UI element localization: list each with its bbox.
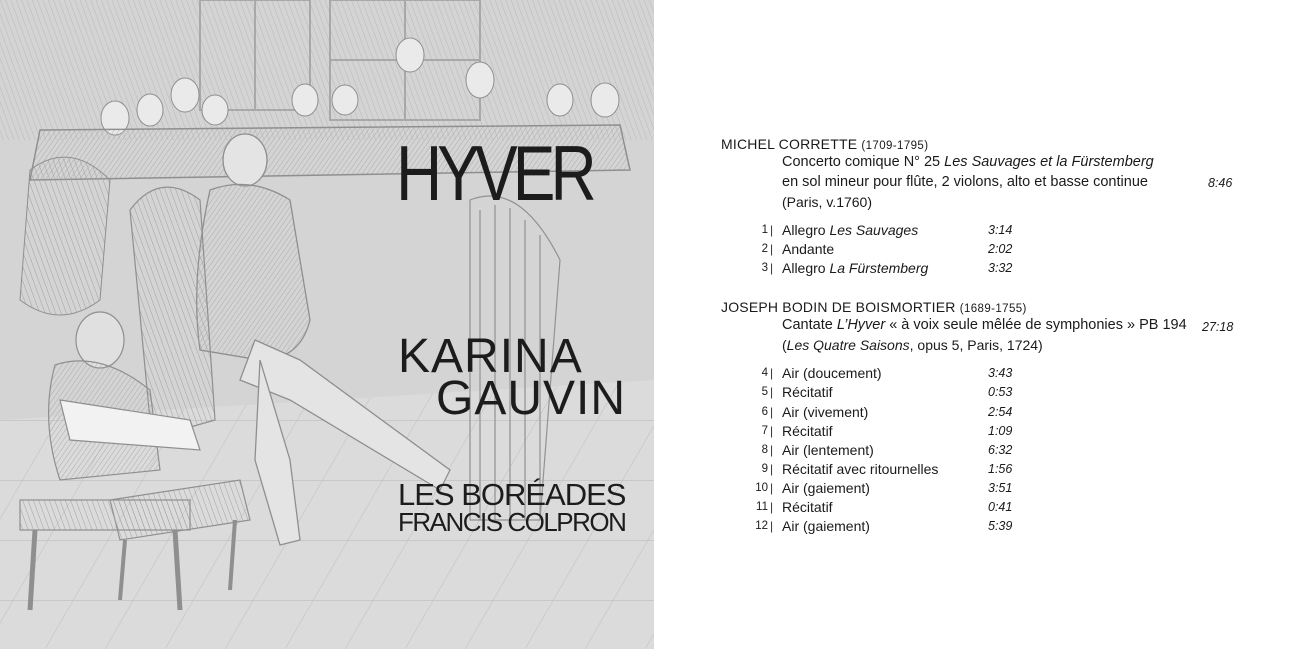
track-title-text: Allegro bbox=[782, 260, 830, 276]
separator: | bbox=[770, 385, 774, 399]
work-note: (Paris, v.1760) bbox=[782, 194, 872, 210]
composer-name: JOSEPH BODIN DE BOISMORTIER bbox=[721, 299, 956, 315]
track-number: 5 bbox=[761, 386, 768, 398]
separator: | bbox=[770, 481, 774, 495]
track-duration: 3:43 bbox=[988, 366, 1013, 380]
track-title bbox=[782, 222, 918, 238]
track-title: Récitatif bbox=[782, 423, 833, 439]
separator: | bbox=[770, 519, 774, 533]
track-number: 10 bbox=[755, 482, 768, 494]
separator: | bbox=[770, 462, 774, 476]
separator: | bbox=[770, 223, 774, 237]
composer-dates: (1689-1755) bbox=[959, 303, 1027, 315]
track-duration: 2:54 bbox=[988, 405, 1013, 419]
work-duration: 8:46 bbox=[1208, 176, 1233, 190]
track-title-text: Allegro bbox=[782, 222, 830, 238]
track-duration: 3:14 bbox=[988, 223, 1013, 237]
composer-dates: (1709-1795) bbox=[861, 140, 929, 152]
work-title-italic: Les Sauvages et la Fürstemberg bbox=[944, 154, 1154, 170]
track-title: Air (gaiement) bbox=[782, 518, 870, 534]
composer-heading bbox=[721, 299, 1027, 315]
track-title bbox=[782, 241, 834, 257]
note-italic: Les Quatre Saisons bbox=[786, 337, 910, 353]
track-number: 6 bbox=[761, 406, 768, 418]
work-title-text: Concerto comique N° 25 bbox=[782, 154, 945, 170]
album-title: HYVER bbox=[396, 129, 592, 217]
track-title: Air (doucement) bbox=[782, 365, 882, 381]
conductor-name: FRANCIS COLPRON bbox=[398, 507, 626, 537]
ensemble-name: LES BORÉADES bbox=[398, 477, 626, 512]
work-note bbox=[782, 337, 1043, 353]
separator: | bbox=[770, 424, 774, 438]
note-rest: , opus 5, Paris, 1724) bbox=[909, 337, 1043, 353]
track-number: 4 bbox=[761, 367, 768, 379]
track-title: Récitatif bbox=[782, 384, 833, 400]
separator: | bbox=[770, 443, 774, 457]
track-number: 9 bbox=[761, 463, 768, 475]
track-duration: 0:41 bbox=[988, 500, 1013, 514]
track-title: Récitatif avec ritournelles bbox=[782, 461, 939, 477]
track-duration: 1:56 bbox=[988, 462, 1013, 476]
track-number: 8 bbox=[761, 444, 768, 456]
track-title: Air (gaiement) bbox=[782, 480, 870, 496]
track-number: 7 bbox=[761, 425, 768, 437]
separator: | bbox=[770, 405, 774, 419]
track-number: 12 bbox=[755, 520, 768, 532]
track-title-italic: Les Sauvages bbox=[829, 222, 919, 238]
work-title-italic: L’Hyver bbox=[836, 317, 886, 333]
track-duration: 3:32 bbox=[988, 261, 1013, 275]
track-duration: 5:39 bbox=[988, 519, 1013, 533]
separator: | bbox=[770, 366, 774, 380]
work-title-rest: « à voix seule mêlée de symphonies » PB 194 bbox=[885, 317, 1187, 333]
track-number: 1 bbox=[761, 224, 768, 236]
artist-first-name: KARINA bbox=[398, 330, 583, 383]
work-duration: 27:18 bbox=[1202, 320, 1234, 334]
work-title-text: Cantate bbox=[782, 317, 837, 333]
track-title: Air (lentement) bbox=[782, 442, 874, 458]
track-title: Récitatif bbox=[782, 499, 833, 515]
track-title: Air (vivement) bbox=[782, 404, 869, 420]
track-duration: 3:51 bbox=[988, 481, 1013, 495]
track-duration: 2:02 bbox=[988, 242, 1013, 256]
work-title bbox=[782, 154, 1154, 170]
track-duration: 6:32 bbox=[988, 443, 1013, 457]
track-duration: 1:09 bbox=[988, 424, 1013, 438]
track-number: 11 bbox=[756, 501, 768, 513]
work-scoring: en sol mineur pour flûte, 2 violons, alto et basse continue bbox=[782, 174, 1148, 190]
separator: | bbox=[770, 500, 774, 514]
composer-name: MICHEL CORRETTE bbox=[721, 136, 858, 152]
track-number: 3 bbox=[761, 262, 768, 274]
track-duration: 0:53 bbox=[988, 385, 1013, 399]
work-title bbox=[782, 317, 1187, 333]
tracklist bbox=[654, 0, 1306, 649]
note-prefix: ( bbox=[782, 337, 787, 353]
artist-last-name: GAUVIN bbox=[436, 372, 627, 425]
separator: | bbox=[770, 261, 774, 275]
track-title-text: Andante bbox=[782, 241, 835, 257]
track-number: 2 bbox=[761, 243, 768, 255]
separator: | bbox=[770, 242, 774, 256]
composer-heading bbox=[721, 136, 928, 152]
track-title-italic: La Fürstemberg bbox=[829, 260, 929, 276]
track-title bbox=[782, 260, 928, 276]
